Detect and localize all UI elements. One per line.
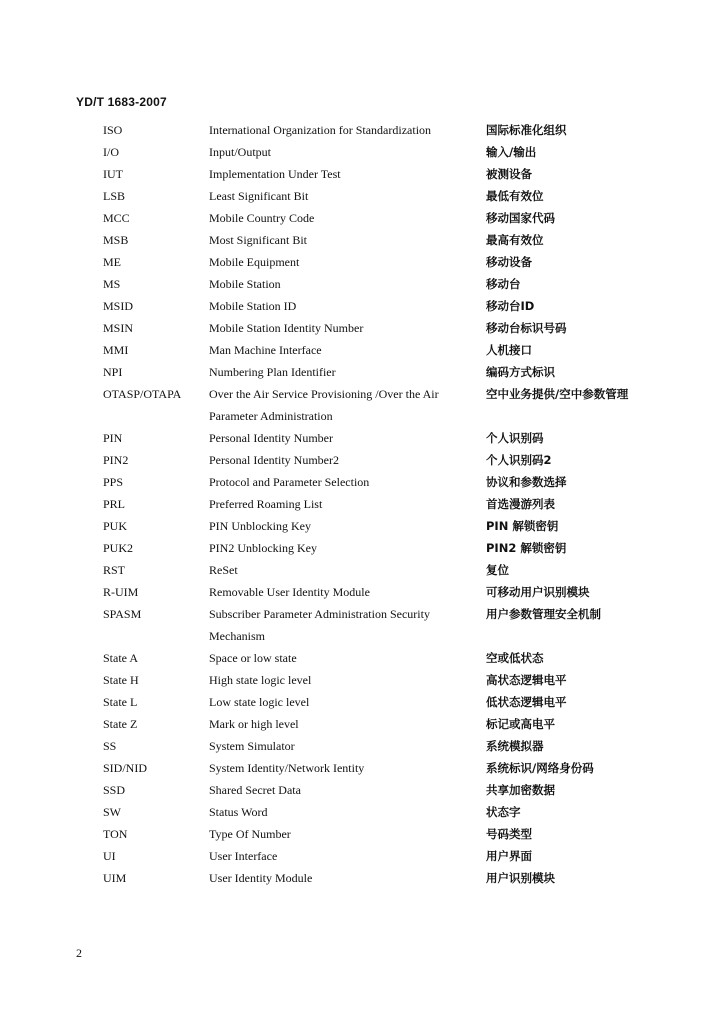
abbreviation-term: MMI <box>103 343 129 357</box>
abbreviation-row <box>0 163 728 185</box>
abbreviation-row <box>0 493 728 515</box>
abbreviation-row <box>0 801 728 823</box>
abbreviation-chinese: PIN2 解锁密钥 <box>486 541 567 555</box>
abbreviation-term: SID/NID <box>103 761 147 775</box>
abbreviation-term: ISO <box>103 123 123 137</box>
abbreviation-english: High state logic level <box>209 673 312 687</box>
abbreviation-row <box>0 471 728 493</box>
abbreviation-term: MSIN <box>103 321 134 335</box>
abbreviation-term: State L <box>103 695 138 709</box>
abbreviation-chinese: 协议和参数选择 <box>486 475 567 489</box>
abbreviation-row <box>0 823 728 845</box>
abbreviation-row <box>0 427 728 449</box>
abbreviation-term: R-UIM <box>103 585 139 599</box>
abbreviation-english: Subscriber Parameter Administration Security Mechanism <box>209 607 430 643</box>
abbreviation-english: Man Machine Interface <box>209 343 322 357</box>
abbreviation-english: Over the Air Service Provisioning /Over the Air Parameter Administration <box>209 387 439 423</box>
abbreviation-chinese: 首选漫游列表 <box>486 497 555 511</box>
abbreviation-english: Least Significant Bit <box>209 189 309 203</box>
abbreviation-term: MCC <box>103 211 130 225</box>
abbreviation-english: PIN Unblocking Key <box>209 519 311 533</box>
abbreviation-row <box>0 603 728 647</box>
abbreviation-term: MSID <box>103 299 134 313</box>
abbreviation-row <box>0 559 728 581</box>
abbreviation-term: RST <box>103 563 126 577</box>
abbreviation-term: SPASM <box>103 607 142 621</box>
abbreviation-english: Mobile Equipment <box>209 255 300 269</box>
abbreviation-term: OTASP/OTAPA <box>103 387 182 401</box>
abbreviation-row <box>0 713 728 735</box>
abbreviation-chinese: 系统模拟器 <box>486 739 544 753</box>
abbreviation-term: NPI <box>103 365 123 379</box>
abbreviation-english: Numbering Plan Identifier <box>209 365 336 379</box>
abbreviation-term: PUK2 <box>103 541 134 555</box>
abbreviation-english: International Organization for Standardization <box>209 123 432 137</box>
abbreviation-term: PIN2 <box>103 453 129 467</box>
abbreviation-row <box>0 735 728 757</box>
abbreviation-row <box>0 779 728 801</box>
abbreviation-chinese: 高状态逻辑电平 <box>486 673 567 687</box>
abbreviation-chinese: 个人识别码2 <box>486 453 552 467</box>
abbreviation-english: User Interface <box>209 849 278 863</box>
abbreviation-term: State H <box>103 673 139 687</box>
abbreviation-row <box>0 515 728 537</box>
abbreviation-english: Mobile Station Identity Number <box>209 321 364 335</box>
abbreviation-term: SS <box>103 739 117 753</box>
abbreviation-chinese: 系统标识/网络身份码 <box>486 761 594 775</box>
abbreviation-chinese: 空或低状态 <box>486 651 544 665</box>
abbreviation-chinese: 标记或高电平 <box>486 717 555 731</box>
abbreviation-chinese: 低状态逻辑电平 <box>486 695 567 709</box>
abbreviation-term: SSD <box>103 783 126 797</box>
abbreviation-english: Status Word <box>209 805 268 819</box>
abbreviation-row <box>0 119 728 141</box>
abbreviation-row <box>0 339 728 361</box>
abbreviation-english: Personal Identity Number2 <box>209 453 339 467</box>
abbreviation-term: MS <box>103 277 121 291</box>
abbreviation-chinese: 号码类型 <box>486 827 532 841</box>
abbreviation-english: Space or low state <box>209 651 297 665</box>
abbreviation-row <box>0 273 728 295</box>
abbreviation-term: PIN <box>103 431 123 445</box>
abbreviation-chinese: 编码方式标识 <box>486 365 555 379</box>
abbreviation-english: User Identity Module <box>209 871 313 885</box>
abbreviation-chinese: 用户识别模块 <box>486 871 555 885</box>
abbreviation-table <box>0 119 728 889</box>
abbreviation-chinese: 个人识别码 <box>486 431 544 445</box>
abbreviation-row <box>0 691 728 713</box>
abbreviation-chinese: 空中业务提供/空中参数管理 <box>486 387 629 401</box>
abbreviation-chinese: 移动国家代码 <box>486 211 555 225</box>
abbreviation-term: PRL <box>103 497 126 511</box>
abbreviation-chinese: 最高有效位 <box>486 233 544 247</box>
abbreviation-english: System Simulator <box>209 739 295 753</box>
abbreviation-term: MSB <box>103 233 129 247</box>
abbreviation-english: Type Of Number <box>209 827 291 841</box>
abbreviation-chinese: 可移动用户识别模块 <box>486 585 590 599</box>
abbreviation-english: Mobile Station ID <box>209 299 297 313</box>
abbreviation-chinese: 移动台标识号码 <box>486 321 567 335</box>
abbreviation-english: Low state logic level <box>209 695 310 709</box>
abbreviation-row <box>0 141 728 163</box>
abbreviation-chinese: 用户界面 <box>486 849 532 863</box>
abbreviation-chinese: 移动设备 <box>486 255 532 269</box>
abbreviation-row <box>0 251 728 273</box>
abbreviation-english: Preferred Roaming List <box>209 497 323 511</box>
abbreviation-english: Mobile Station <box>209 277 281 291</box>
abbreviation-english: Protocol and Parameter Selection <box>209 475 370 489</box>
abbreviation-english: PIN2 Unblocking Key <box>209 541 317 555</box>
abbreviation-chinese: 最低有效位 <box>486 189 544 203</box>
abbreviation-english: Shared Secret Data <box>209 783 301 797</box>
abbreviation-term: PPS <box>103 475 124 489</box>
abbreviation-chinese: PIN 解锁密钥 <box>486 519 559 533</box>
abbreviation-english: Mark or high level <box>209 717 299 731</box>
abbreviation-chinese: 国际标准化组织 <box>486 123 567 137</box>
abbreviation-row <box>0 867 728 889</box>
abbreviation-chinese: 被测设备 <box>486 167 532 181</box>
abbreviation-row <box>0 449 728 471</box>
abbreviation-chinese: 移动台 <box>486 277 521 291</box>
abbreviation-term: SW <box>103 805 121 819</box>
abbreviation-english: Input/Output <box>209 145 271 159</box>
abbreviation-row <box>0 185 728 207</box>
abbreviation-row <box>0 581 728 603</box>
abbreviation-row <box>0 383 728 427</box>
abbreviation-english: Personal Identity Number <box>209 431 333 445</box>
abbreviation-term: PUK <box>103 519 128 533</box>
abbreviation-row <box>0 845 728 867</box>
document-code-header: YD/T 1683-2007 <box>76 95 167 109</box>
abbreviation-chinese: 状态字 <box>486 805 521 819</box>
abbreviation-term: I/O <box>103 145 119 159</box>
abbreviation-chinese: 移动台ID <box>486 299 535 313</box>
abbreviation-chinese: 输入/输出 <box>486 145 537 159</box>
abbreviation-chinese: 用户参数管理安全机制 <box>486 607 601 621</box>
abbreviation-row <box>0 317 728 339</box>
abbreviation-row <box>0 207 728 229</box>
abbreviation-row <box>0 757 728 779</box>
abbreviation-row <box>0 295 728 317</box>
abbreviation-english: Implementation Under Test <box>209 167 341 181</box>
abbreviation-row <box>0 669 728 691</box>
abbreviation-english: Mobile Country Code <box>209 211 315 225</box>
abbreviation-term: ME <box>103 255 121 269</box>
abbreviation-term: UIM <box>103 871 127 885</box>
abbreviation-english: System Identity/Network Ientity <box>209 761 365 775</box>
abbreviation-term: TON <box>103 827 128 841</box>
abbreviation-chinese: 复位 <box>486 563 509 577</box>
abbreviation-term: State Z <box>103 717 138 731</box>
abbreviation-english: Removable User Identity Module <box>209 585 370 599</box>
abbreviation-row <box>0 647 728 669</box>
abbreviation-row <box>0 361 728 383</box>
abbreviation-row <box>0 229 728 251</box>
page-number: 2 <box>76 946 82 960</box>
abbreviation-chinese: 人机接口 <box>486 343 532 357</box>
abbreviation-term: State A <box>103 651 138 665</box>
abbreviation-english: Most Significant Bit <box>209 233 308 247</box>
abbreviation-term: LSB <box>103 189 126 203</box>
abbreviation-term: IUT <box>103 167 123 181</box>
abbreviation-english: ReSet <box>209 563 238 577</box>
abbreviation-chinese: 共享加密数据 <box>486 783 555 797</box>
abbreviation-row <box>0 537 728 559</box>
abbreviation-term: UI <box>103 849 116 863</box>
